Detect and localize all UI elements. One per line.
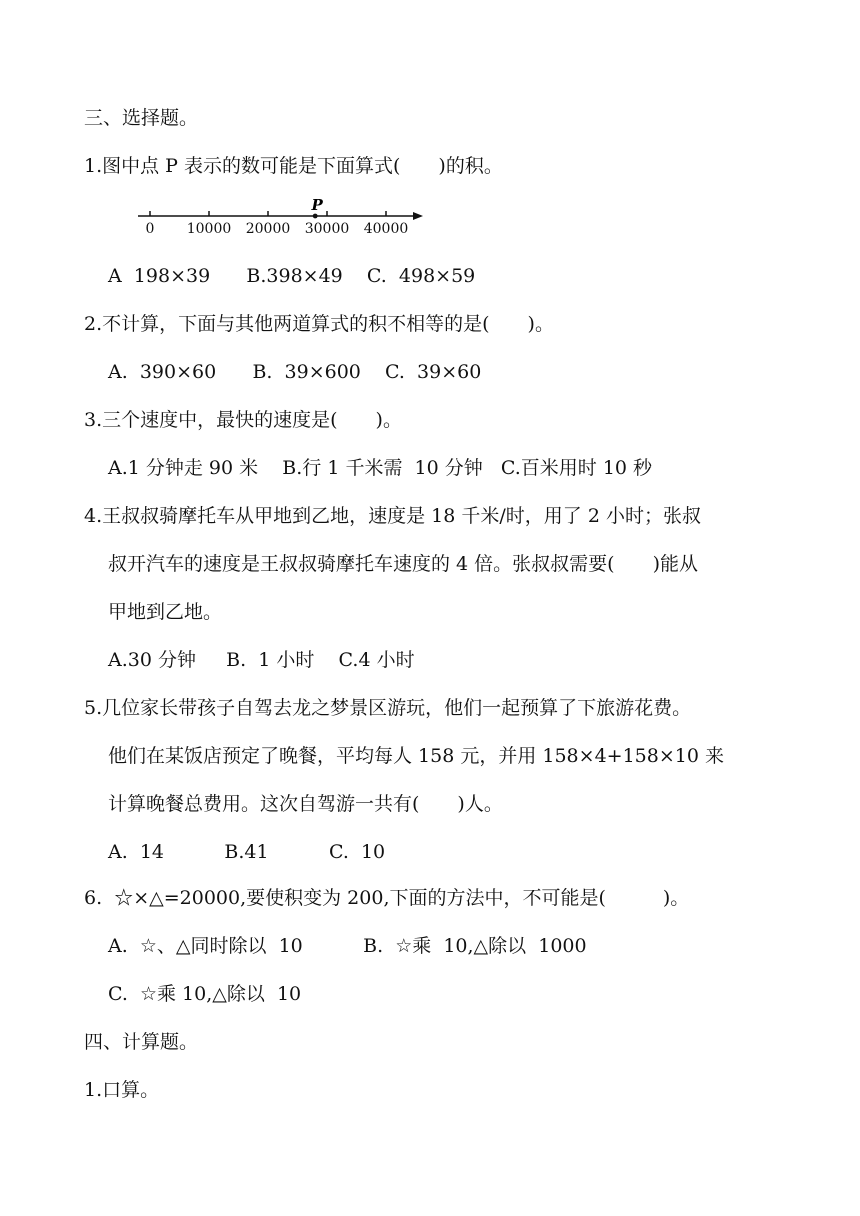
q5-line-2: 他们在某饭店预定了晚餐，平均每人 158 元，并用 158×4+158×10 来 — [108, 745, 724, 767]
number-line-tick-label: 20000 — [245, 221, 291, 237]
q4-options: A.30 分钟 B. 1 小时 C.4 小时 — [108, 649, 415, 671]
q3-stem: 3.三个速度中，最快的速度是( )。 — [84, 409, 402, 431]
q1-stem: 1.图中点 P 表示的数可能是下面算式( )的积。 — [84, 155, 503, 177]
q5-line-1: 5.几位家长带孩子自驾去龙之梦景区游玩，他们一起预算了下旅游花费。 — [84, 697, 692, 719]
number-line-tick-label: 40000 — [363, 221, 409, 237]
q5-options: A. 14 B.41 C. 10 — [108, 841, 386, 863]
q6-stem: 6. ☆×△=20000,要使积变为 200,下面的方法中，不可能是( )。 — [84, 887, 690, 909]
q1-options: A 198×39 B.398×49 C. 498×59 — [108, 265, 476, 287]
q4-line-3: 甲地到乙地。 — [108, 601, 223, 623]
q3-options: A.1 分钟走 90 米 B.行 1 千米需 10 分钟 C.百米用时 10 秒 — [108, 457, 653, 479]
number-line-tick-label: 0 — [145, 221, 155, 237]
q5-line-3: 计算晚餐总费用。这次自驾游一共有( )人。 — [108, 793, 503, 815]
number-line — [130, 196, 430, 244]
number-line-tick-label: 10000 — [186, 221, 232, 237]
q4-line-1: 4.王叔叔骑摩托车从甲地到乙地，速度是 18 千米/时，用了 2 小时；张叔 — [84, 505, 701, 527]
q2-stem: 2.不计算，下面与其他两道算式的积不相等的是( )。 — [84, 313, 554, 335]
q6-options-line-1: A. ☆、△同时除以 10 B. ☆乘 10,△除以 1000 — [108, 935, 587, 957]
q2-options: A. 390×60 B. 39×600 C. 39×60 — [108, 361, 482, 383]
number-line-arrow — [413, 212, 423, 220]
q6-options-line-2: C. ☆乘 10,△除以 10 — [108, 983, 302, 1005]
point-p-label: P — [311, 196, 323, 214]
point-p-marker — [313, 214, 318, 219]
q4-line-2: 叔开汽车的速度是王叔叔骑摩托车速度的 4 倍。张叔叔需要( )能从 — [108, 553, 698, 575]
section-4-title: 四、计算题。 — [84, 1031, 199, 1053]
section-4-q1-stem: 1.口算。 — [84, 1079, 160, 1101]
section-3-title: 三、选择题。 — [84, 107, 199, 129]
number-line-tick-label: 30000 — [304, 221, 350, 237]
